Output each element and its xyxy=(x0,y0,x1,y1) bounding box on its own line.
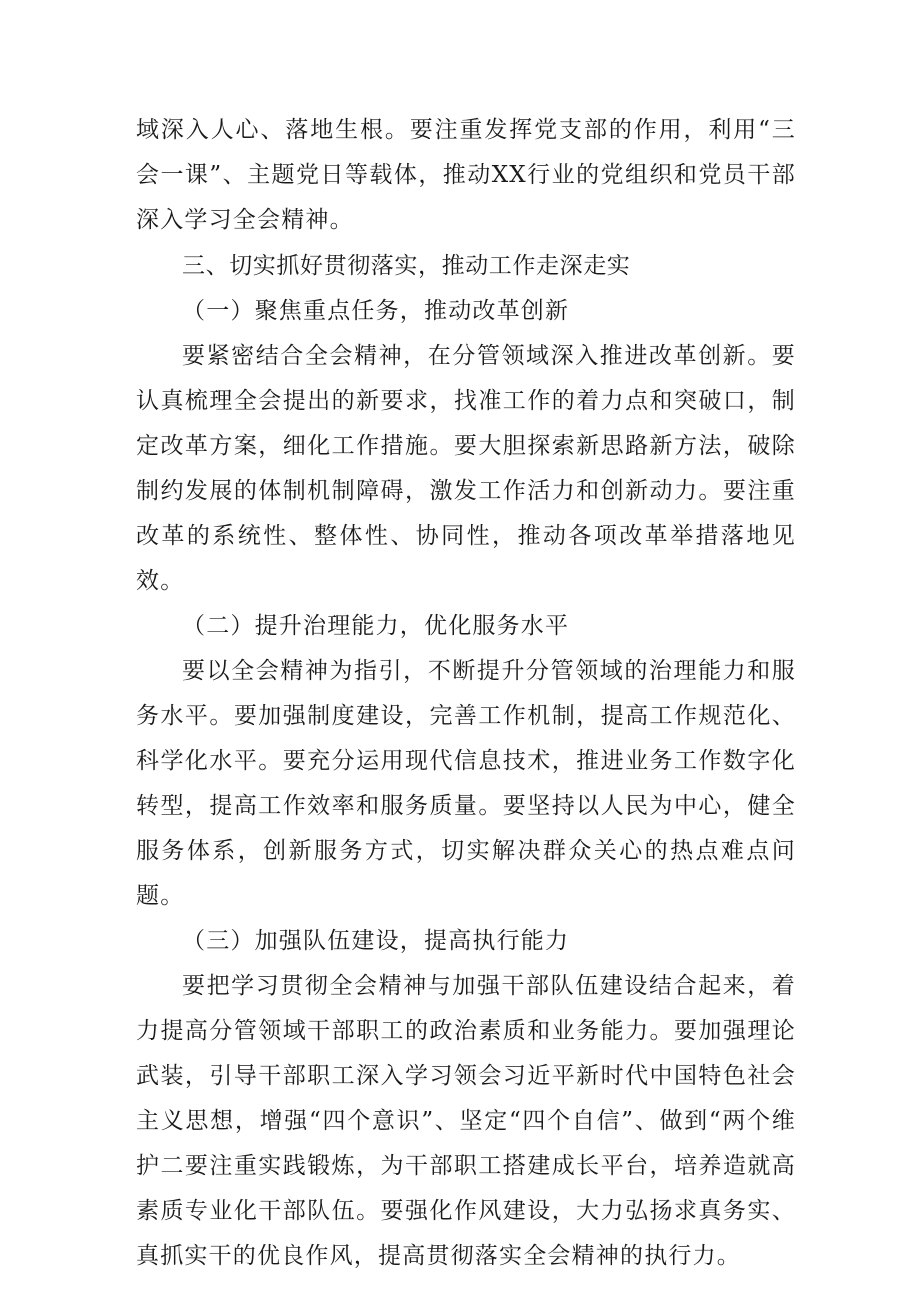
subsection-1-heading: （一）聚焦重点任务，推动改革创新 xyxy=(182,298,570,324)
subsection-2-body: 要以全会精神为指引，不断提升分管领域的治理能力和服务水平。要加强制度建设，完善工作机制，提高工作规范化、科学化水平。要充分运用现代信息技术，推进业务工作数字化转型，提高工作效率和服务质量。要坚持以人民为中心，健全服务体系，创新服务方式，切实解决群众关心的热点难点问题。 xyxy=(136,658,796,909)
intro-paragraph: 域深入人心、落地生根。要注重发挥党支部的作用，利用“三会一课”、主题党日等载体，推动XX行业的党组织和党员干部深入学习全会精神。 xyxy=(136,117,796,233)
document-body xyxy=(136,108,796,1279)
subsection-3-body: 要把学习贯彻全会精神与加强干部队伍建设结合起来，着力提高分管领域干部职工的政治素质和业务能力。要加强理论武装，引导干部职工深入学习领会习近平新时代中国特色社会主义思想，增强“四个意识”、坚定“四个自信”、做到“两个维护二要注重实践锻炼，为干部职工搭建成长平台，培养造就高素质专业化干部队伍。要强化作风建设，大力弘扬求真务实、真抓实干的优良作风，提高贯彻落实全会精神的执行力。 xyxy=(136,973,796,1269)
subsection-1-body: 要紧密结合全会精神，在分管领域深入推进改革创新。要认真梳理全会提出的新要求，找准工作的着力点和突破口，制定改革方案，细化工作措施。要大胆探索新思路新方法，破除制约发展的体制机制障碍，激发工作活力和创新动力。要注重改革的系统性、整体性、协同性，推动各项改革举措落地见效。 xyxy=(136,343,796,594)
subsection-2-heading: （二）提升治理能力，优化服务水平 xyxy=(182,613,570,639)
subsection-3-heading: （三）加强队伍建设，提高执行能力 xyxy=(182,928,570,954)
section-3-heading: 三、切实抓好贯彻落实，推动工作走深走实 xyxy=(182,253,631,279)
